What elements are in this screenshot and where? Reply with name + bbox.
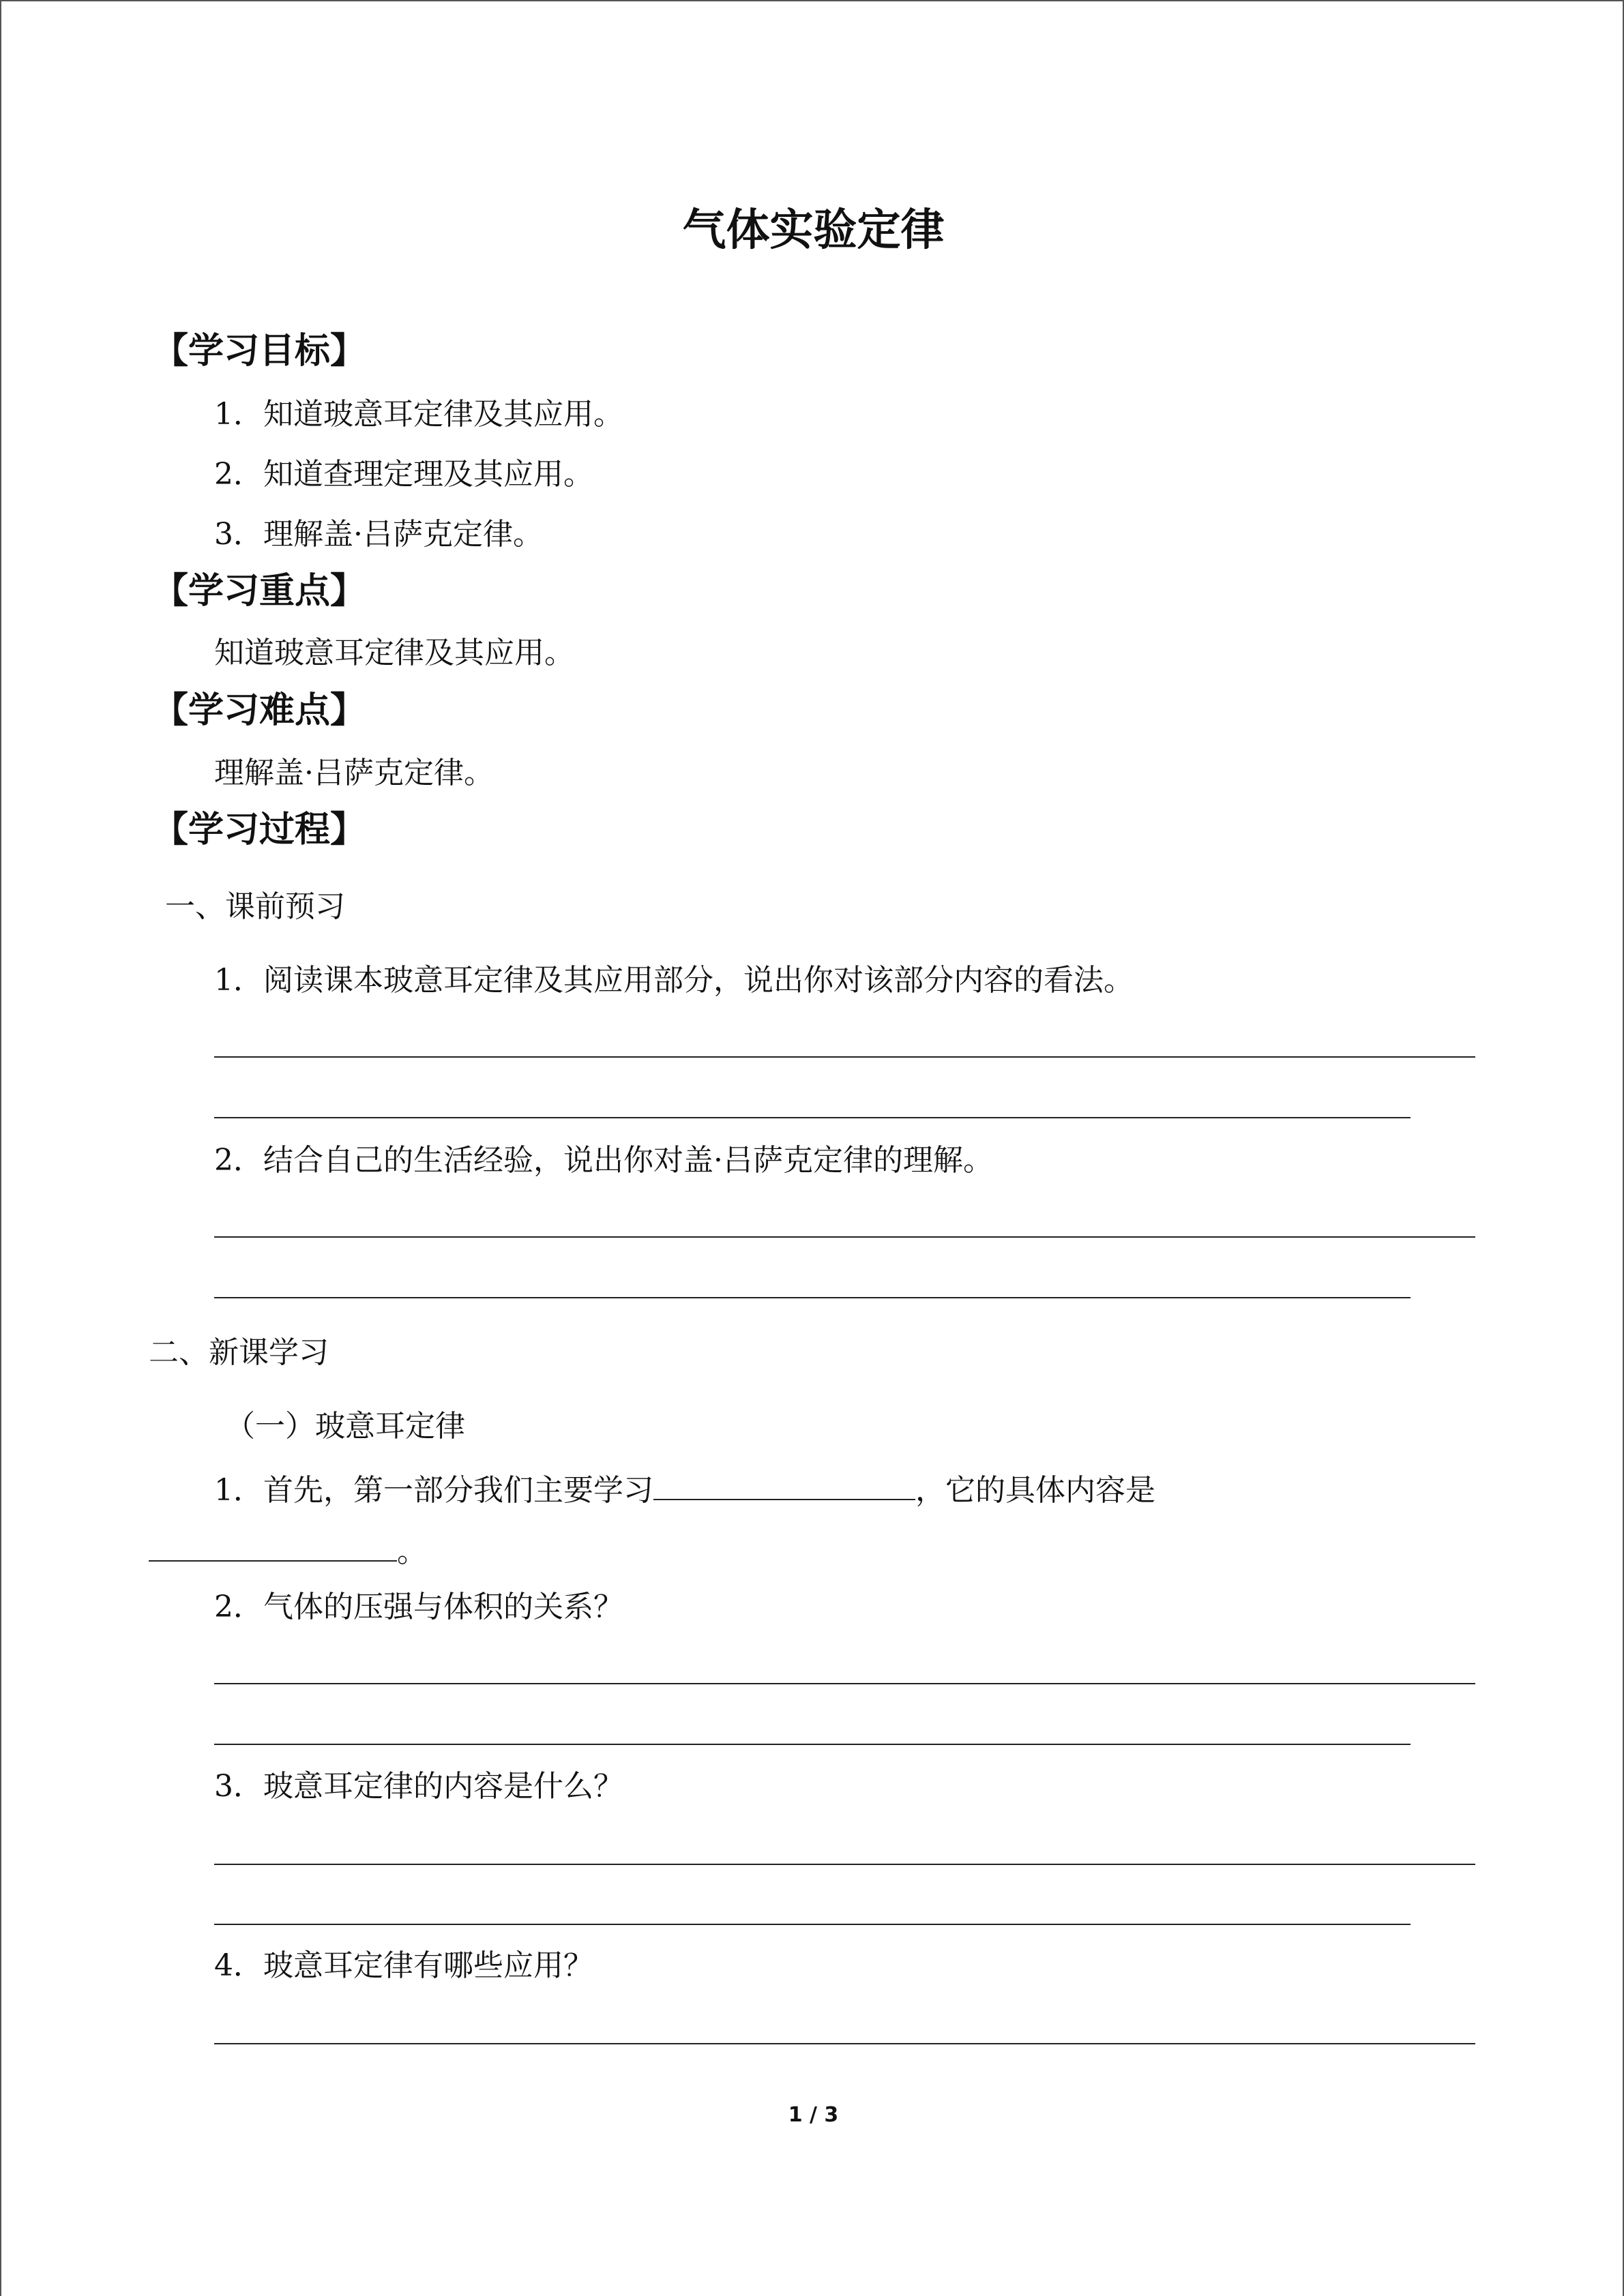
new-lesson-question-1: [214, 1466, 1155, 1511]
answer-line[interactable]: [214, 1864, 1475, 1865]
question-1-mid: ，它的具体内容是: [915, 1473, 1155, 1508]
answer-line[interactable]: [214, 1683, 1475, 1684]
section-heading-objectives: 【学习目标】: [153, 331, 366, 372]
objective-item-3: 3．理解盖·吕萨克定律。: [214, 517, 543, 552]
section-heading-difficulties: 【学习难点】: [153, 690, 366, 731]
new-lesson-question-4: 4．玻意耳定律有哪些应用？: [214, 1948, 593, 1983]
answer-line[interactable]: [214, 1924, 1411, 1925]
section-heading-key-points: 【学习重点】: [153, 571, 366, 612]
difficulties-text: 理解盖·吕萨克定律。: [214, 756, 494, 790]
preview-question-2: 2．结合自己的生活经验，说出你对盖·吕萨克定律的理解。: [214, 1143, 993, 1178]
preview-question-1: 1．阅读课本玻意耳定律及其应用部分，说出你对该部分内容的看法。: [214, 963, 1134, 998]
boyle-law-subheading: （一）玻意耳定律: [225, 1409, 465, 1444]
question-1-lead: 1．首先，第一部分我们主要学习: [214, 1473, 653, 1508]
answer-line[interactable]: [214, 1117, 1411, 1118]
section-heading-process: 【学习过程】: [153, 809, 366, 850]
answer-line[interactable]: [214, 1056, 1475, 1058]
question-1-end: 。: [397, 1534, 427, 1569]
new-lesson-heading: 二、新课学习: [149, 1335, 329, 1370]
answer-line[interactable]: [214, 2043, 1475, 2044]
answer-line[interactable]: [214, 1297, 1411, 1298]
objective-item-1: 1．知道玻意耳定律及其应用。: [214, 397, 623, 432]
page-title: 气体实验定律: [682, 205, 945, 256]
objective-item-2: 2．知道查理定理及其应用。: [214, 457, 593, 492]
fill-blank[interactable]: [653, 1466, 915, 1500]
new-lesson-question-3: 3．玻意耳定律的内容是什么？: [214, 1769, 623, 1804]
new-lesson-question-2: 2．气体的压强与体积的关系？: [214, 1590, 623, 1624]
new-lesson-question-1-cont: [149, 1527, 427, 1572]
key-points-text: 知道玻意耳定律及其应用。: [214, 636, 574, 670]
fill-blank[interactable]: [149, 1527, 397, 1562]
answer-line[interactable]: [214, 1744, 1411, 1745]
preview-heading: 一、课前预习: [165, 889, 345, 924]
page-number: 1 / 3: [788, 2103, 839, 2127]
answer-line[interactable]: [214, 1236, 1475, 1238]
